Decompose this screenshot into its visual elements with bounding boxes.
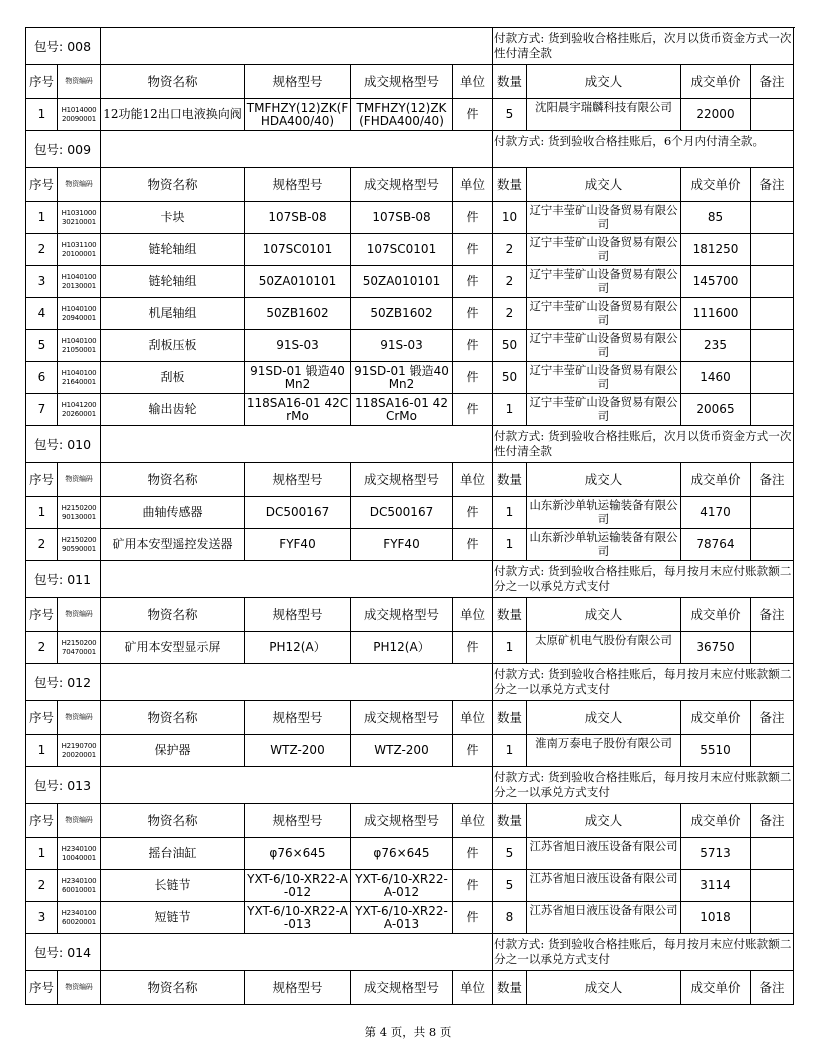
- table-row: [26, 298, 794, 330]
- remark-cell: [751, 362, 794, 394]
- material-code-cell: H1040100 20940001: [58, 298, 101, 330]
- seq-cell: 1: [26, 497, 58, 529]
- seq-cell: 1: [26, 735, 58, 767]
- unit-cell: 件: [453, 838, 493, 870]
- remark-cell: [751, 838, 794, 870]
- spec-cell: 118SA16-01 42CrMo: [245, 394, 351, 426]
- material-name-cell: 长链节: [101, 870, 245, 902]
- spec-cell: TMFHZY(12)ZK(FHDA400/40): [245, 99, 351, 131]
- unit-cell: 件: [453, 632, 493, 664]
- column-header-row: [26, 804, 794, 838]
- header-seq: 序号: [26, 65, 58, 99]
- quantity-cell: 1: [493, 497, 527, 529]
- unit-cell: 件: [453, 735, 493, 767]
- remark-cell: [751, 735, 794, 767]
- package-label-text: 包号: [34, 944, 60, 960]
- material-code-cell: H2150200 90590001: [58, 529, 101, 561]
- material-name-cell: 机尾轴组: [101, 298, 245, 330]
- deal-spec-cell: YXT-6/10-XR22-A-012: [351, 870, 453, 902]
- header-unit: 单位: [453, 701, 493, 735]
- quantity-cell: 2: [493, 266, 527, 298]
- unit-cell: 件: [453, 394, 493, 426]
- header-remark: 备注: [751, 168, 794, 202]
- header-supplier: 成交人: [527, 971, 681, 1005]
- material-name-cell: 矿用本安型显示屏: [101, 632, 245, 664]
- unit-cell: 件: [453, 234, 493, 266]
- payment-terms: 付款方式: 货到验收合格挂账后，每月按月末应付账款额二分之一以承兑方式支付: [493, 934, 794, 971]
- material-name-cell: 保护器: [101, 735, 245, 767]
- supplier-cell: 辽宁丰莹矿山设备贸易有限公司: [527, 330, 681, 362]
- seq-cell: 3: [26, 266, 58, 298]
- header-supplier: 成交人: [527, 804, 681, 838]
- spec-cell: PH12(A）: [245, 632, 351, 664]
- material-name-cell: 链轮轴组: [101, 266, 245, 298]
- package-label: 包号: 008: [26, 28, 101, 65]
- unit-cell: 件: [453, 266, 493, 298]
- header-spec: 规格型号: [245, 65, 351, 99]
- unit-cell: 件: [453, 870, 493, 902]
- quantity-cell: 50: [493, 362, 527, 394]
- package-label: 包号: 010: [26, 426, 101, 463]
- quantity-cell: 2: [493, 298, 527, 330]
- unit-price-cell: 78764: [681, 529, 751, 561]
- header-name: 物资名称: [101, 804, 245, 838]
- supplier-cell: 辽宁丰莹矿山设备贸易有限公司: [527, 234, 681, 266]
- unit-price-cell: 85: [681, 202, 751, 234]
- deal-spec-cell: FYF40: [351, 529, 453, 561]
- header-qty: 数量: [493, 168, 527, 202]
- header-seq: 序号: [26, 463, 58, 497]
- table-row: [26, 529, 794, 561]
- header-supplier: 成交人: [527, 463, 681, 497]
- header-seq: 序号: [26, 701, 58, 735]
- deal-spec-cell: YXT-6/10-XR22-A-013: [351, 902, 453, 934]
- package-label-text: 包号: [34, 571, 60, 587]
- material-name-cell: 12功能12出口电液换向阀: [101, 99, 245, 131]
- seq-cell: 2: [26, 870, 58, 902]
- header-seq: 序号: [26, 598, 58, 632]
- spec-cell: 91S-03: [245, 330, 351, 362]
- supplier-cell: 辽宁丰莹矿山设备贸易有限公司: [527, 394, 681, 426]
- header-name: 物资名称: [101, 971, 245, 1005]
- material-name-cell: 曲轴传感器: [101, 497, 245, 529]
- seq-cell: 1: [26, 202, 58, 234]
- spec-cell: 50ZA010101: [245, 266, 351, 298]
- package-row: [26, 426, 794, 463]
- unit-price-cell: 145700: [681, 266, 751, 298]
- table-row: [26, 266, 794, 298]
- seq-cell: 2: [26, 632, 58, 664]
- unit-cell: 件: [453, 529, 493, 561]
- header-qty: 数量: [493, 598, 527, 632]
- remark-cell: [751, 330, 794, 362]
- package-row: [26, 934, 794, 971]
- procurement-results-table: [25, 27, 794, 1005]
- header-unit: 单位: [453, 971, 493, 1005]
- seq-cell: 5: [26, 330, 58, 362]
- header-qty: 数量: [493, 804, 527, 838]
- remark-cell: [751, 202, 794, 234]
- header-spec: 规格型号: [245, 701, 351, 735]
- package-blank-cell: [101, 426, 493, 463]
- unit-cell: 件: [453, 330, 493, 362]
- quantity-cell: 5: [493, 838, 527, 870]
- supplier-cell: 辽宁丰莹矿山设备贸易有限公司: [527, 298, 681, 330]
- header-name: 物资名称: [101, 168, 245, 202]
- deal-spec-cell: 50ZB1602: [351, 298, 453, 330]
- header-remark: 备注: [751, 971, 794, 1005]
- package-row: [26, 131, 794, 168]
- package-number: 011: [67, 571, 92, 587]
- supplier-cell: 山东新沙单轨运输装备有限公司: [527, 497, 681, 529]
- header-name: 物资名称: [101, 701, 245, 735]
- supplier-cell: 江苏省旭日液压设备有限公司: [527, 870, 681, 902]
- material-code-cell: H2340100 60010001: [58, 870, 101, 902]
- material-code-cell: H1040100 21640001: [58, 362, 101, 394]
- unit-price-cell: 5510: [681, 735, 751, 767]
- supplier-cell: 辽宁丰莹矿山设备贸易有限公司: [527, 266, 681, 298]
- package-label: 包号: 013: [26, 767, 101, 804]
- unit-price-cell: 36750: [681, 632, 751, 664]
- deal-spec-cell: WTZ-200: [351, 735, 453, 767]
- unit-cell: 件: [453, 202, 493, 234]
- header-name: 物资名称: [101, 598, 245, 632]
- header-spec: 规格型号: [245, 971, 351, 1005]
- unit-price-cell: 1018: [681, 902, 751, 934]
- quantity-cell: 1: [493, 632, 527, 664]
- header-code: 物资编码: [58, 804, 101, 838]
- header-supplier: 成交人: [527, 598, 681, 632]
- column-header-row: [26, 65, 794, 99]
- unit-price-cell: 22000: [681, 99, 751, 131]
- deal-spec-cell: 50ZA010101: [351, 266, 453, 298]
- spec-cell: DC500167: [245, 497, 351, 529]
- deal-spec-cell: DC500167: [351, 497, 453, 529]
- unit-cell: 件: [453, 362, 493, 394]
- deal-spec-cell: 91SD-01 锻造40Mn2: [351, 362, 453, 394]
- remark-cell: [751, 394, 794, 426]
- header-remark: 备注: [751, 598, 794, 632]
- seq-cell: 7: [26, 394, 58, 426]
- supplier-cell: 淮南万泰电子股份有限公司: [527, 735, 681, 767]
- header-seq: 序号: [26, 168, 58, 202]
- header-name: 物资名称: [101, 463, 245, 497]
- material-name-cell: 卡块: [101, 202, 245, 234]
- material-code-cell: H1031100 20100001: [58, 234, 101, 266]
- spec-cell: YXT-6/10-XR22-A-013: [245, 902, 351, 934]
- remark-cell: [751, 234, 794, 266]
- header-price: 成交单价: [681, 598, 751, 632]
- remark-cell: [751, 632, 794, 664]
- spec-cell: FYF40: [245, 529, 351, 561]
- unit-price-cell: 20065: [681, 394, 751, 426]
- unit-price-cell: 111600: [681, 298, 751, 330]
- header-unit: 单位: [453, 168, 493, 202]
- package-label: 包号: 011: [26, 561, 101, 598]
- unit-price-cell: 235: [681, 330, 751, 362]
- column-header-row: [26, 463, 794, 497]
- package-blank-cell: [101, 561, 493, 598]
- header-price: 成交单价: [681, 168, 751, 202]
- header-remark: 备注: [751, 65, 794, 99]
- header-deal-spec: 成交规格型号: [351, 971, 453, 1005]
- package-blank-cell: [101, 664, 493, 701]
- deal-spec-cell: 107SB-08: [351, 202, 453, 234]
- unit-cell: 件: [453, 298, 493, 330]
- header-code: 物资编码: [58, 65, 101, 99]
- header-unit: 单位: [453, 65, 493, 99]
- header-code: 物资编码: [58, 598, 101, 632]
- header-price: 成交单价: [681, 971, 751, 1005]
- quantity-cell: 1: [493, 529, 527, 561]
- material-code-cell: H1041200 20260001: [58, 394, 101, 426]
- table-row: [26, 870, 794, 902]
- payment-terms: 付款方式: 货到验收合格挂账后，次月以货币资金方式一次性付清全款: [493, 28, 794, 65]
- remark-cell: [751, 99, 794, 131]
- spec-cell: WTZ-200: [245, 735, 351, 767]
- header-price: 成交单价: [681, 463, 751, 497]
- payment-terms: 付款方式: 货到验收合格挂账后，每月按月末应付账款额二分之一以承兑方式支付: [493, 767, 794, 804]
- supplier-cell: 江苏省旭日液压设备有限公司: [527, 838, 681, 870]
- table-row: [26, 838, 794, 870]
- package-number: 010: [67, 436, 92, 452]
- remark-cell: [751, 902, 794, 934]
- table-row: [26, 362, 794, 394]
- seq-cell: 1: [26, 838, 58, 870]
- material-code-cell: H1040100 21050001: [58, 330, 101, 362]
- header-code: 物资编码: [58, 463, 101, 497]
- payment-terms: 付款方式: 货到验收合格挂账后，每月按月末应付账款额二分之一以承兑方式支付: [493, 561, 794, 598]
- column-header-row: [26, 168, 794, 202]
- unit-cell: 件: [453, 902, 493, 934]
- material-name-cell: 矿用本安型遥控发送器: [101, 529, 245, 561]
- header-spec: 规格型号: [245, 598, 351, 632]
- supplier-cell: 辽宁丰莹矿山设备贸易有限公司: [527, 362, 681, 394]
- header-code: 物资编码: [58, 971, 101, 1005]
- supplier-cell: 山东新沙单轨运输装备有限公司: [527, 529, 681, 561]
- package-blank-cell: [101, 28, 493, 65]
- table-row: [26, 902, 794, 934]
- quantity-cell: 2: [493, 234, 527, 266]
- deal-spec-cell: 107SC0101: [351, 234, 453, 266]
- column-header-row: [26, 598, 794, 632]
- package-label-text: 包号: [34, 141, 60, 157]
- seq-cell: 3: [26, 902, 58, 934]
- material-code-cell: H1014000 20090001: [58, 99, 101, 131]
- package-number: 009: [67, 141, 92, 157]
- header-qty: 数量: [493, 65, 527, 99]
- material-code-cell: H2190700 20020001: [58, 735, 101, 767]
- header-remark: 备注: [751, 804, 794, 838]
- quantity-cell: 5: [493, 99, 527, 131]
- unit-price-cell: 3114: [681, 870, 751, 902]
- seq-cell: 2: [26, 234, 58, 266]
- payment-terms: 付款方式: 货到验收合格挂账后，每月按月末应付账款额二分之一以承兑方式支付: [493, 664, 794, 701]
- material-code-cell: H2150200 90130001: [58, 497, 101, 529]
- package-label-text: 包号: [34, 38, 60, 54]
- material-code-cell: H1031000 30210001: [58, 202, 101, 234]
- remark-cell: [751, 870, 794, 902]
- page-footer: 第 4 页，共 8 页: [364, 1025, 452, 1039]
- quantity-cell: 5: [493, 870, 527, 902]
- package-number: 012: [67, 674, 92, 690]
- supplier-cell: 太原矿机电气股份有限公司: [527, 632, 681, 664]
- table-row: [26, 735, 794, 767]
- header-deal-spec: 成交规格型号: [351, 168, 453, 202]
- column-header-row: [26, 701, 794, 735]
- header-price: 成交单价: [681, 804, 751, 838]
- package-label: 包号: 014: [26, 934, 101, 971]
- quantity-cell: 1: [493, 394, 527, 426]
- material-name-cell: 刮板: [101, 362, 245, 394]
- header-price: 成交单价: [681, 65, 751, 99]
- deal-spec-cell: 118SA16-01 42CrMo: [351, 394, 453, 426]
- header-qty: 数量: [493, 701, 527, 735]
- remark-cell: [751, 529, 794, 561]
- spec-cell: 91SD-01 锻造40Mn2: [245, 362, 351, 394]
- package-label-text: 包号: [34, 674, 60, 690]
- deal-spec-cell: TMFHZY(12)ZK(FHDA400/40): [351, 99, 453, 131]
- header-code: 物资编码: [58, 701, 101, 735]
- header-unit: 单位: [453, 598, 493, 632]
- header-spec: 规格型号: [245, 168, 351, 202]
- material-name-cell: 输出齿轮: [101, 394, 245, 426]
- package-row: [26, 664, 794, 701]
- deal-spec-cell: PH12(A）: [351, 632, 453, 664]
- header-name: 物资名称: [101, 65, 245, 99]
- package-label-text: 包号: [34, 777, 60, 793]
- unit-cell: 件: [453, 497, 493, 529]
- header-supplier: 成交人: [527, 65, 681, 99]
- seq-cell: 2: [26, 529, 58, 561]
- supplier-cell: 沈阳晨宇瑞麟科技有限公司: [527, 99, 681, 131]
- deal-spec-cell: 91S-03: [351, 330, 453, 362]
- unit-price-cell: 5713: [681, 838, 751, 870]
- table-row: [26, 394, 794, 426]
- header-code: 物资编码: [58, 168, 101, 202]
- quantity-cell: 1: [493, 735, 527, 767]
- material-code-cell: H2340100 10040001: [58, 838, 101, 870]
- table-row: [26, 330, 794, 362]
- header-supplier: 成交人: [527, 701, 681, 735]
- header-deal-spec: 成交规格型号: [351, 65, 453, 99]
- header-deal-spec: 成交规格型号: [351, 598, 453, 632]
- package-number: 014: [67, 944, 92, 960]
- table-row: [26, 632, 794, 664]
- material-name-cell: 短链节: [101, 902, 245, 934]
- header-price: 成交单价: [681, 701, 751, 735]
- header-unit: 单位: [453, 463, 493, 497]
- unit-price-cell: 4170: [681, 497, 751, 529]
- header-remark: 备注: [751, 701, 794, 735]
- material-code-cell: H2150200 70470001: [58, 632, 101, 664]
- material-name-cell: 链轮轴组: [101, 234, 245, 266]
- spec-cell: φ76×645: [245, 838, 351, 870]
- package-label-text: 包号: [34, 436, 60, 452]
- material-name-cell: 摇台油缸: [101, 838, 245, 870]
- package-blank-cell: [101, 131, 493, 168]
- table-row: [26, 497, 794, 529]
- header-seq: 序号: [26, 971, 58, 1005]
- seq-cell: 4: [26, 298, 58, 330]
- column-header-row: [26, 971, 794, 1005]
- header-qty: 数量: [493, 463, 527, 497]
- unit-price-cell: 1460: [681, 362, 751, 394]
- package-blank-cell: [101, 767, 493, 804]
- remark-cell: [751, 266, 794, 298]
- remark-cell: [751, 497, 794, 529]
- supplier-cell: 江苏省旭日液压设备有限公司: [527, 902, 681, 934]
- remark-cell: [751, 298, 794, 330]
- header-deal-spec: 成交规格型号: [351, 701, 453, 735]
- header-remark: 备注: [751, 463, 794, 497]
- header-qty: 数量: [493, 971, 527, 1005]
- package-row: [26, 28, 794, 65]
- spec-cell: 107SB-08: [245, 202, 351, 234]
- header-deal-spec: 成交规格型号: [351, 804, 453, 838]
- table-row: [26, 234, 794, 266]
- package-number: 013: [67, 777, 92, 793]
- package-row: [26, 561, 794, 598]
- package-label: 包号: 009: [26, 131, 101, 168]
- unit-price-cell: 181250: [681, 234, 751, 266]
- header-supplier: 成交人: [527, 168, 681, 202]
- unit-cell: 件: [453, 99, 493, 131]
- header-seq: 序号: [26, 804, 58, 838]
- payment-terms: 付款方式: 货到验收合格挂账后，6个月内付清全款。: [493, 131, 794, 168]
- package-row: [26, 767, 794, 804]
- spec-cell: 50ZB1602: [245, 298, 351, 330]
- quantity-cell: 50: [493, 330, 527, 362]
- quantity-cell: 10: [493, 202, 527, 234]
- seq-cell: 6: [26, 362, 58, 394]
- supplier-cell: 辽宁丰莹矿山设备贸易有限公司: [527, 202, 681, 234]
- spec-cell: YXT-6/10-XR22-A-012: [245, 870, 351, 902]
- package-blank-cell: [101, 934, 493, 971]
- spec-cell: 107SC0101: [245, 234, 351, 266]
- header-unit: 单位: [453, 804, 493, 838]
- material-code-cell: H1040100 20130001: [58, 266, 101, 298]
- quantity-cell: 8: [493, 902, 527, 934]
- seq-cell: 1: [26, 99, 58, 131]
- package-label: 包号: 012: [26, 664, 101, 701]
- header-spec: 规格型号: [245, 463, 351, 497]
- material-code-cell: H2340100 60020001: [58, 902, 101, 934]
- table-row: [26, 202, 794, 234]
- header-deal-spec: 成交规格型号: [351, 463, 453, 497]
- deal-spec-cell: φ76×645: [351, 838, 453, 870]
- table-row: [26, 99, 794, 131]
- payment-terms: 付款方式: 货到验收合格挂账后，次月以货币资金方式一次性付清全款: [493, 426, 794, 463]
- package-number: 008: [67, 38, 92, 54]
- material-name-cell: 刮板压板: [101, 330, 245, 362]
- header-spec: 规格型号: [245, 804, 351, 838]
